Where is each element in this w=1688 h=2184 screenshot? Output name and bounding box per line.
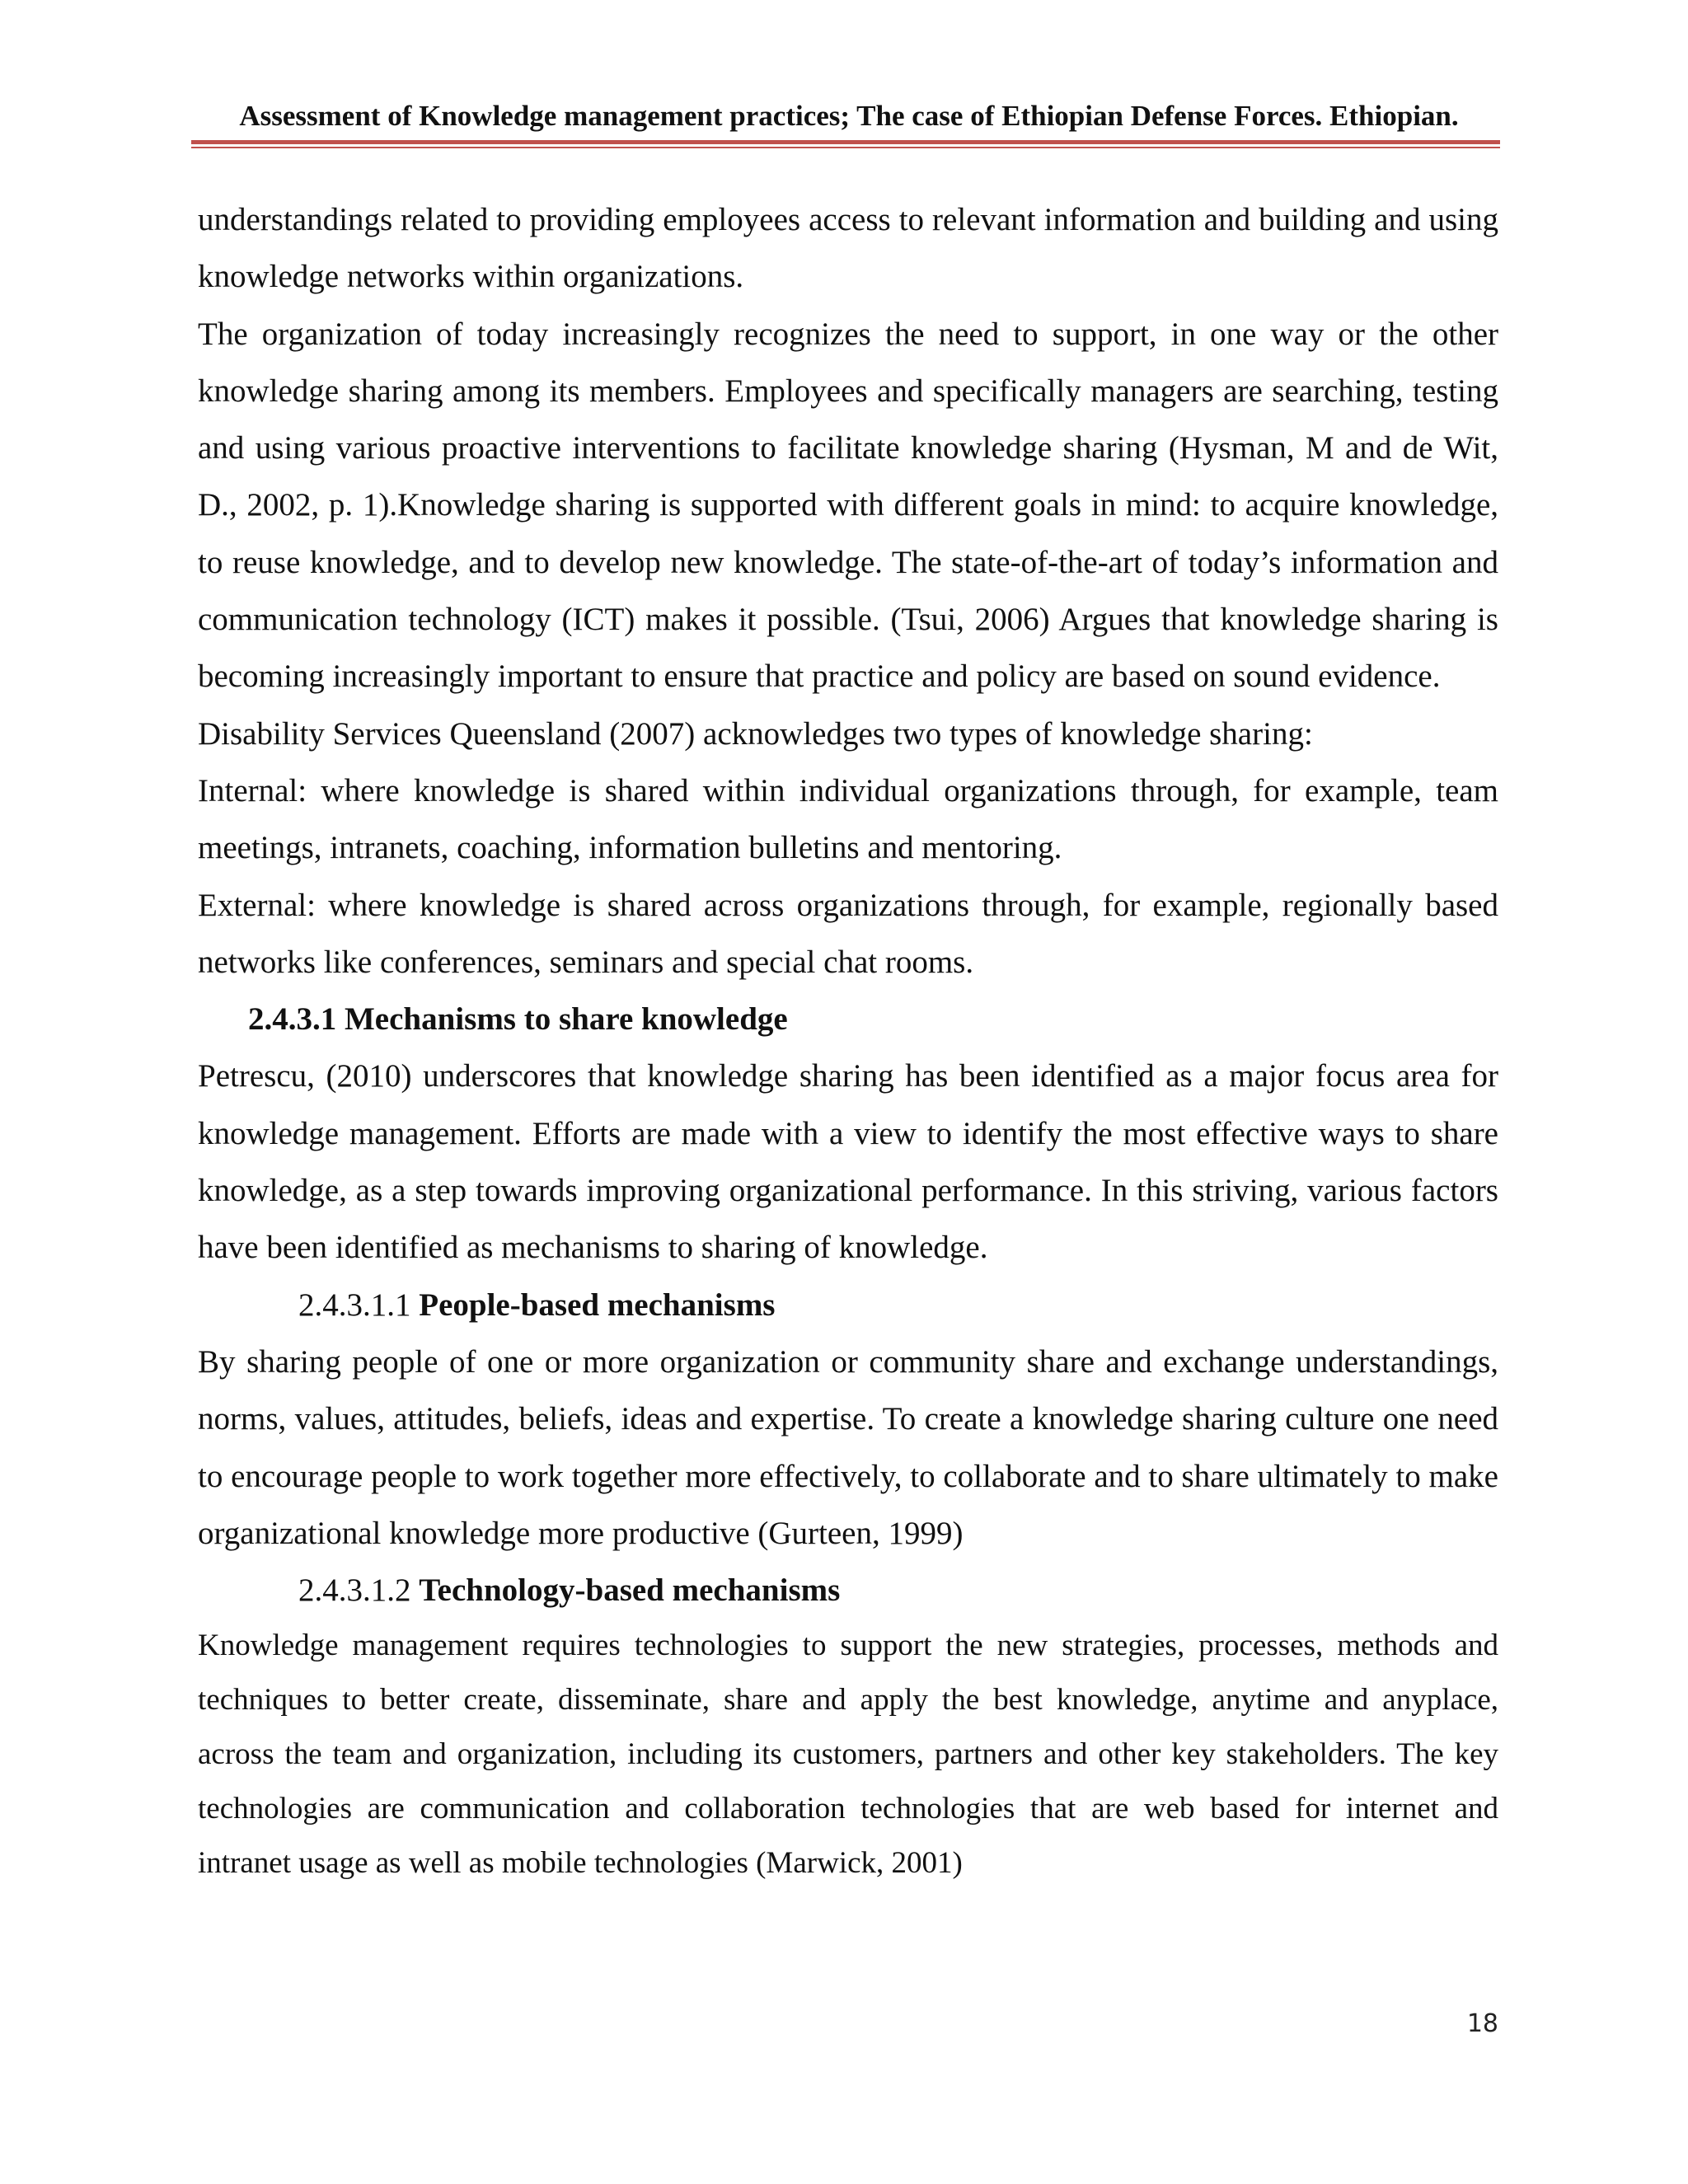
section-number: 2.4.3.1.1 [298, 1286, 420, 1323]
section-heading-24312 [198, 1562, 1498, 1619]
paragraph-people-based: By sharing people of one or more organization or community share and exchange understandings, norms, values, attitudes, beliefs, ideas and expertise. To create a knowledge sharing culture one need to encourage people to work together more effectively, to collaborate and to share ultimately to make organizational knowledge more productive (Gurteen, 1999) [198, 1343, 1498, 1551]
header-rule-secondary [191, 147, 1500, 148]
paragraph-mechanisms: Petrescu, (2010) underscores that knowledge sharing has been identified as a major focus area for knowledge management. Efforts are made with a view to identify the most effective ways to share knowledge, as a step towards improving organizational performance. In this striving, various factors have been identified as mechanisms to sharing of knowledge. [198, 1058, 1498, 1266]
section-title: Technology-based mechanisms [419, 1572, 841, 1609]
paragraph-types-intro: Disability Services Queensland (2007) acknowledges two types of knowledge sharing: [198, 715, 1313, 752]
section-heading-24311 [198, 1277, 1498, 1333]
paragraph-external: External: where knowledge is shared across organizations through, for example, regionally based networks like conferences, seminars and special chat rooms. [198, 887, 1498, 980]
paragraph-knowledge-sharing: The organization of today increasingly recognizes the need to support, in one way or the other knowledge sharing among its members. Employees and specifically managers are searching, testing and using various proactive interventions to facilitate knowledge sharing (Hysman, M and de Wit, D., 2002, p. 1).Knowledge sharing is supported with different goals in mind: to acquire knowledge, to reuse knowledge, and to develop new knowledge. The state-of-the-art of today’s information and communication technology (ICT) makes it possible. (Tsui, 2006) Argues that knowledge sharing is becoming increasingly important to ensure that practice and policy are based on sound evidence. [198, 316, 1498, 695]
section-number: 2.4.3.1.2 [298, 1572, 420, 1609]
section-heading-2431: 2.4.3.1 Mechanisms to share knowledge [248, 1001, 788, 1038]
body-text [198, 191, 1498, 1891]
paragraph-technology-based: Knowledge management requires technologies to support the new strategies, processes, methods and techniques to better create, disseminate, share and apply the best knowledge, anytime and anyplace, across the team and organization, including its customers, partners and other key stakeholders. The key technologies are communication and collaboration technologies that are web based for internet and intranet usage as well as mobile technologies (Marwick, 2001) [198, 1629, 1498, 1881]
page-number: 18 [1466, 2009, 1498, 2038]
header-rule [191, 140, 1500, 144]
paragraph-internal: Internal: where knowledge is shared within individual organizations through, for example, team meetings, intranets, coaching, information bulletins and mentoring. [198, 772, 1498, 866]
section-title: People-based mechanisms [419, 1286, 776, 1323]
running-header: Assessment of Knowledge management practices; The case of Ethiopian Defense Forces. Ethiopian. [239, 100, 1459, 132]
paragraph-continuation: understandings related to providing employees access to relevant information and building and using knowledge networks within organizations. [198, 202, 1498, 295]
